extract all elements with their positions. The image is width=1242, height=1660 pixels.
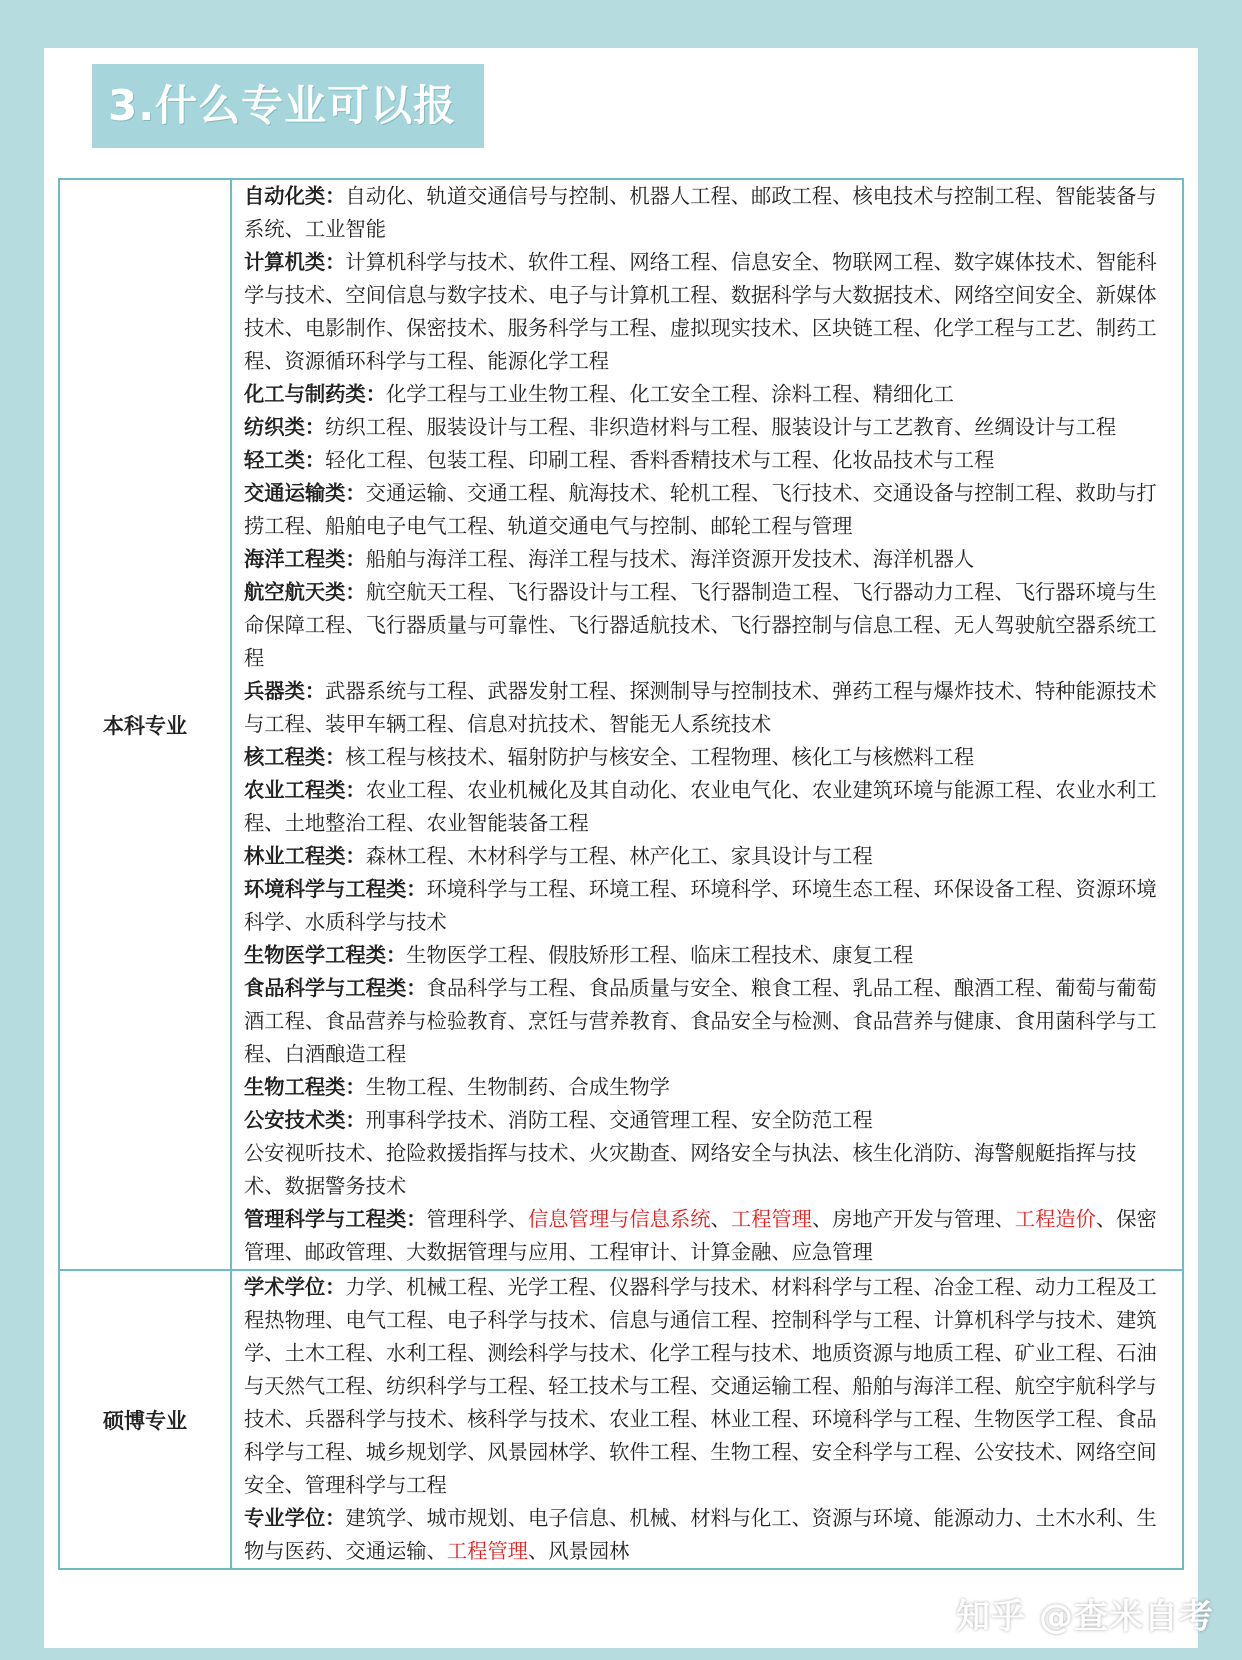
major-list: 生物工程、生物制药、合成生物学 — [365, 1075, 670, 1099]
category-name: 海洋工程类： — [244, 547, 366, 571]
major-category-entry — [244, 1271, 1172, 1502]
major-list: 森林工程、木材科学与工程、林产化工、家具设计与工程 — [365, 844, 873, 868]
content-card — [44, 48, 1198, 1648]
watermark: 知乎 @查米自考 — [956, 1597, 1214, 1637]
major-category-entry — [244, 543, 1172, 576]
category-name: 学术学位： — [244, 1275, 346, 1299]
major-category-entry — [244, 444, 1172, 477]
highlighted-major: 信息管理与信息系统 — [527, 1207, 711, 1231]
major-category-entry — [244, 1203, 1172, 1269]
major-category-entry — [244, 972, 1172, 1071]
section-label: 硕博专业 — [59, 1270, 231, 1569]
category-name: 生物工程类： — [244, 1075, 366, 1099]
major-list: 力学、机械工程、光学工程、仪器科学与技术、材料科学与工程、冶金工程、动力工程及工程热物理、电气工程、电子科学与技术、信息与通信工程、控制科学与工程、计算机科学与技术、建筑学、土木工程、水利工程、测绘科学与技术、化学工程与技术、地质资源与地质工程、矿业工程、石油与天然气工程、纺织科学与工程、轻工技术与工程、交通运输工程、船舶与海洋工程、航空宇航科学与技术、兵器科学与技术、核科学与技术、农业工程、林业工程、环境科学与工程、生物医学工程、食品科学与工程、城乡规划学、风景园林学、软件工程、生物工程、安全科学与工程、公安技术、网络空间安全、管理科学与工程 — [244, 1275, 1157, 1497]
section-content — [231, 179, 1183, 1270]
category-name: 专业学位： — [244, 1506, 346, 1530]
category-name: 交通运输类： — [244, 481, 366, 505]
major-category-entry — [244, 477, 1172, 543]
majors-table — [58, 178, 1184, 1570]
major-list: 轻化工程、包装工程、印刷工程、香料香精技术与工程、化妆品技术与工程 — [325, 448, 995, 472]
category-name: 航空航天类： — [244, 580, 366, 604]
highlighted-major: 工程造价 — [1014, 1207, 1096, 1231]
major-category-entry — [244, 873, 1172, 939]
major-list: 武器系统与工程、武器发射工程、探测制导与控制技术、弹药工程与爆炸技术、特种能源技术与工程、装甲车辆工程、信息对抗技术、智能无人系统技术 — [244, 679, 1157, 736]
category-name: 自动化类： — [244, 184, 346, 208]
category-name: 环境科学与工程类： — [244, 877, 427, 901]
major-list: 核工程与核技术、辐射防护与核安全、工程物理、核化工与核燃料工程 — [345, 745, 975, 769]
major-category-entry — [244, 576, 1172, 675]
major-list: 自动化、轨道交通信号与控制、机器人工程、邮政工程、核电技术与控制工程、智能装备与系统、工业智能 — [244, 184, 1157, 241]
major-list: 生物医学工程、假肢矫形工程、临床工程技术、康复工程 — [406, 943, 914, 967]
section-content — [231, 1270, 1183, 1569]
major-list: 公安视听技术、抢险救援指挥与技术、火灾勘查、网络安全与执法、核生化消防、海警舰艇指挥与技术、数据警务技术 — [244, 1141, 1137, 1198]
major-list: 交通运输、交通工程、航海技术、轮机工程、飞行技术、交通设备与控制工程、救助与打捞工程、船舶电子电气工程、轨道交通电气与控制、邮轮工程与管理 — [244, 481, 1157, 538]
category-name: 管理科学与工程类： — [244, 1207, 427, 1231]
category-name: 纺织类： — [244, 415, 326, 439]
major-list: 、房地产开发与管理、 — [811, 1207, 1015, 1231]
category-name: 公安技术类： — [244, 1108, 366, 1132]
major-category-entry — [244, 1071, 1172, 1104]
table-row — [59, 1270, 1183, 1569]
category-name: 林业工程类： — [244, 844, 366, 868]
major-category-entry — [244, 1502, 1172, 1568]
major-list: 食品科学与工程、食品质量与安全、粮食工程、乳品工程、酿酒工程、葡萄与葡萄酒工程、食品营养与检验教育、烹饪与营养教育、食品安全与检测、食品营养与健康、食用菌科学与工程、白酒酿造工程 — [244, 976, 1157, 1066]
category-name: 兵器类： — [244, 679, 326, 703]
category-name: 农业工程类： — [244, 778, 366, 802]
major-list: 环境科学与工程、环境工程、环境科学、环境生态工程、环保设备工程、资源环境科学、水质科学与技术 — [244, 877, 1157, 934]
major-list: 纺织工程、服装设计与工程、非织造材料与工程、服装设计与工艺教育、丝绸设计与工程 — [325, 415, 1117, 439]
category-name: 食品科学与工程类： — [244, 976, 427, 1000]
category-name: 化工与制药类： — [244, 382, 386, 406]
major-category-entry — [244, 1137, 1172, 1203]
major-list: 计算机科学与技术、软件工程、网络工程、信息安全、物联网工程、数字媒体技术、智能科学与技术、空间信息与数字技术、电子与计算机工程、数据科学与大数据技术、网络空间安全、新媒体技术、电影制作、保密技术、服务科学与工程、虚拟现实技术、区块链工程、化学工程与工艺、制药工程、资源循环科学与工程、能源化学工程 — [244, 250, 1157, 373]
major-category-entry — [244, 411, 1172, 444]
major-list: 航空航天工程、飞行器设计与工程、飞行器制造工程、飞行器动力工程、飞行器环境与生命保障工程、飞行器质量与可靠性、飞行器适航技术、飞行器控制与信息工程、无人驾驶航空器系统工程 — [244, 580, 1157, 670]
major-category-entry — [244, 741, 1172, 774]
major-list: 、保密管理、邮政管理、大数据管理与应用、工程审计、计算金融、应急管理 — [244, 1207, 1157, 1264]
major-list: 刑事科学技术、消防工程、交通管理工程、安全防范工程 — [365, 1108, 873, 1132]
major-category-entry — [244, 246, 1172, 378]
page-title: 3.什么专业可以报 — [108, 81, 457, 130]
major-category-entry — [244, 675, 1172, 741]
major-category-entry — [244, 1104, 1172, 1137]
major-list: 建筑学、城市规划、电子信息、机械、材料与化工、资源与环境、能源动力、土木水利、生物与医药、交通运输、 — [244, 1506, 1157, 1563]
category-name: 计算机类： — [244, 250, 346, 274]
major-list: 船舶与海洋工程、海洋工程与技术、海洋资源开发技术、海洋机器人 — [365, 547, 975, 571]
highlighted-major: 工程管理 — [446, 1539, 528, 1563]
table-row — [59, 179, 1183, 1270]
major-category-entry — [244, 774, 1172, 840]
category-name: 轻工类： — [244, 448, 326, 472]
major-list: 农业工程、农业机械化及其自动化、农业电气化、农业建筑环境与能源工程、农业水利工程、土地整治工程、农业智能装备工程 — [244, 778, 1157, 835]
major-list: 、风景园林 — [527, 1539, 630, 1563]
category-name: 生物医学工程类： — [244, 943, 407, 967]
category-name: 核工程类： — [244, 745, 346, 769]
major-list: 化学工程与工业生物工程、化工安全工程、涂料工程、精细化工 — [385, 382, 954, 406]
major-category-entry — [244, 939, 1172, 972]
major-list: 管理科学、 — [426, 1207, 528, 1231]
major-list: 、 — [710, 1207, 731, 1231]
section-label: 本科专业 — [59, 179, 231, 1270]
major-category-entry — [244, 378, 1172, 411]
major-category-entry — [244, 180, 1172, 246]
major-category-entry — [244, 840, 1172, 873]
highlighted-major: 工程管理 — [730, 1207, 812, 1231]
